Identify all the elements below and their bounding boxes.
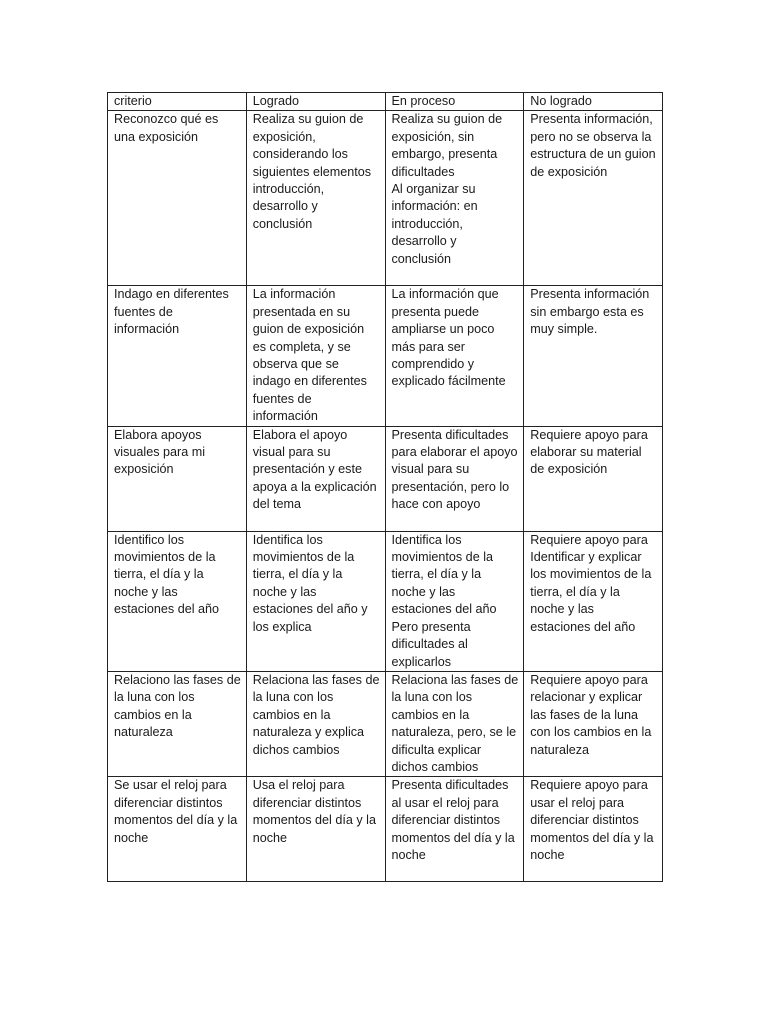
- cell-text: Elabora el apoyo visual para su presentación y este apoya a la explicación del tema: [252, 427, 377, 512]
- cell-no-logrado: [524, 426, 663, 531]
- table-row: [108, 671, 663, 776]
- cell-text: Usa el reloj para diferenciar distintos momentos del día y la noche: [252, 778, 376, 845]
- cell-no-logrado: [524, 286, 663, 426]
- cell-logrado: [246, 286, 385, 426]
- cell-en-proceso: [385, 777, 524, 882]
- cell-text: Relaciono las fases de la luna con los cambios en la naturaleza: [114, 672, 241, 740]
- cell-en-proceso: [385, 426, 524, 531]
- table-row: [108, 531, 663, 671]
- cell-en-proceso: [385, 531, 524, 671]
- table-row: [108, 111, 663, 286]
- cell-criterio: [108, 671, 247, 776]
- cell-text: Requiere apoyo para elaborar su material de exposición: [530, 427, 648, 477]
- cell-logrado: [246, 531, 385, 671]
- cell-text: Realiza su guion de exposición, sin embargo, presenta dificultades Al organizar su información: en introducción, desarrollo y conclusión: [391, 112, 503, 266]
- cell-text: Requiere apoyo para Identificar y explicar los movimientos de la tierra, el día y la noche y las estaciones del año: [530, 532, 652, 634]
- cell-criterio: [108, 777, 247, 882]
- cell-text: Indago en diferentes fuentes de información: [114, 287, 229, 337]
- cell-text: Identifica los movimientos de la tierra, el día y la noche y las estaciones del año Pero presenta dificultades al explicarlos: [391, 532, 497, 669]
- cell-text: Presenta información sin embargo esta es muy simple.: [530, 287, 650, 337]
- cell-text: Identifico los movimientos de la tierra, el día y la noche y las estaciones del año: [114, 532, 220, 617]
- table-row: [108, 777, 663, 882]
- cell-text: Realiza su guion de exposición, considerando los siguientes elementos introducción, desarrollo y conclusión: [252, 112, 372, 231]
- cell-text: Reconozco qué es una exposición: [114, 112, 219, 144]
- header-no-logrado: No logrado: [524, 93, 663, 111]
- cell-en-proceso: [385, 111, 524, 286]
- cell-text: Presenta información, pero no se observa la estructura de un guion de exposición: [530, 112, 656, 179]
- cell-text: Requiere apoyo para relacionar y explicar las fases de la luna con los cambios en la naturaleza: [530, 672, 652, 757]
- cell-en-proceso: [385, 671, 524, 776]
- cell-text: Presenta dificultades al usar el reloj para diferenciar distintos momentos del día y la noche: [391, 778, 515, 862]
- cell-text: La información presentada en su guion de exposición es completa, y se observa que se indago en diferentes fuentes de información: [252, 287, 367, 424]
- header-criterio: criterio: [108, 93, 247, 111]
- header-logrado: Logrado: [246, 93, 385, 111]
- cell-criterio: [108, 286, 247, 426]
- cell-logrado: [246, 777, 385, 882]
- cell-no-logrado: [524, 777, 663, 882]
- header-en-proceso: En proceso: [385, 93, 524, 111]
- cell-criterio: [108, 426, 247, 531]
- cell-criterio: [108, 111, 247, 286]
- cell-logrado: [246, 671, 385, 776]
- cell-text: La información que presenta puede ampliarse un poco más para ser comprendido y explicado fácilmente: [391, 287, 506, 389]
- cell-text: Relaciona las fases de la luna con los cambios en la naturaleza, pero, se le dificulta explicar dichos cambios: [391, 672, 519, 774]
- table-header-row: [108, 93, 663, 111]
- table-row: [108, 286, 663, 426]
- cell-no-logrado: [524, 671, 663, 776]
- table-row: [108, 426, 663, 531]
- cell-text: Relaciona las fases de la luna con los cambios en la naturaleza y explica dichos cambios: [252, 672, 380, 757]
- cell-text: Presenta dificultades para elaborar el apoyo visual para su presentación, pero lo hace con apoyo: [391, 427, 518, 512]
- cell-text: Identifica los movimientos de la tierra, el día y la noche y las estaciones del año y los explica: [252, 532, 368, 634]
- cell-no-logrado: [524, 531, 663, 671]
- cell-text: Se usar el reloj para diferenciar distintos momentos del día y la noche: [114, 778, 238, 845]
- cell-text: Requiere apoyo para usar el reloj para diferenciar distintos momentos del día y la noche: [530, 778, 654, 862]
- cell-en-proceso: [385, 286, 524, 426]
- cell-logrado: [246, 111, 385, 286]
- cell-text: Elabora apoyos visuales para mi exposición: [114, 427, 205, 477]
- rubric-table: [107, 92, 663, 882]
- cell-logrado: [246, 426, 385, 531]
- cell-no-logrado: [524, 111, 663, 286]
- cell-criterio: [108, 531, 247, 671]
